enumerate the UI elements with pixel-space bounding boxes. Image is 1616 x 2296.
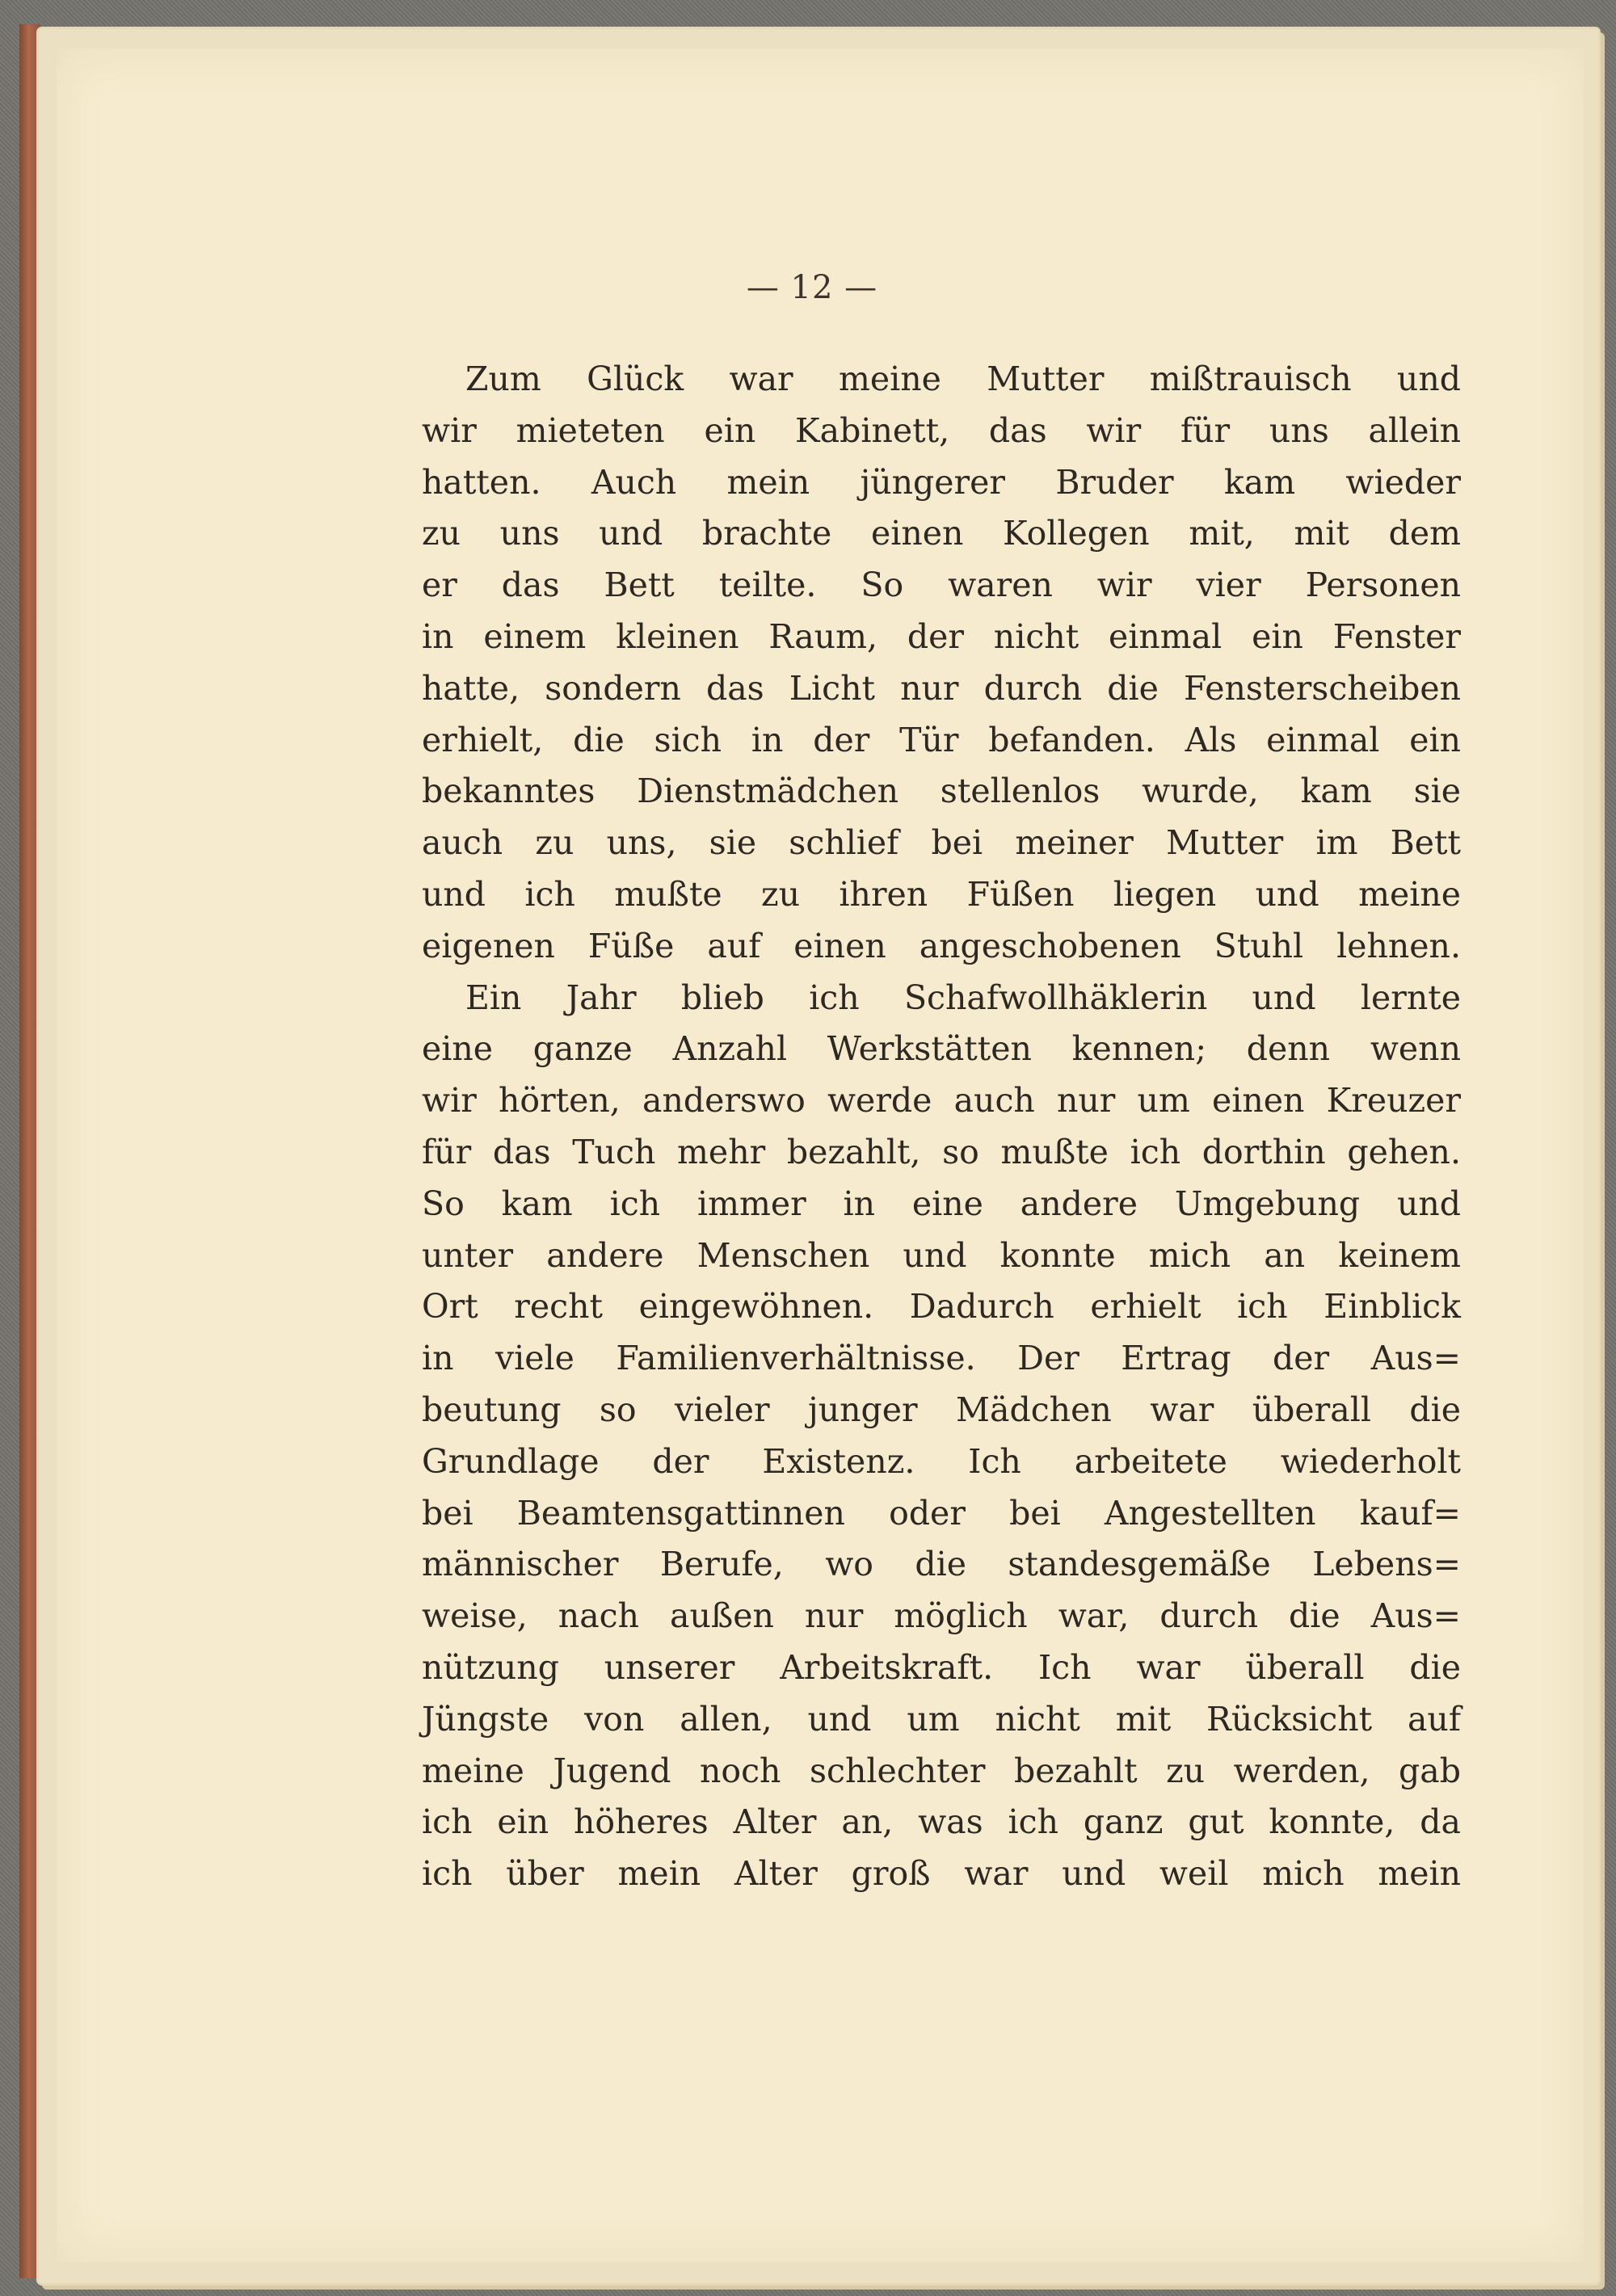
text-line: bei Beamtensgattinnen oder bei Angestellten kauf= <box>422 1493 1461 1533</box>
text-line: unter andere Menschen und konnte mich an keinem <box>422 1235 1461 1275</box>
text-line: ich ein höheres Alter an, was ich ganz gut konnte, da <box>422 1802 1461 1842</box>
text-line: erhielt, die sich in der Tür befanden. Als einmal ein <box>422 720 1461 759</box>
text-line: wir hörten, anderswo werde auch nur um einen Kreuzer <box>422 1081 1461 1121</box>
text-line: hatten. Auch mein jüngerer Bruder kam wieder <box>422 462 1461 502</box>
text-line: Ort recht eingewöhnen. Dadurch erhielt ich Einblick <box>422 1287 1461 1327</box>
text-line: Zum Glück war meine Mutter mißtrauisch und <box>465 360 1461 398</box>
text-line: beutung so vieler junger Mädchen war überall die <box>422 1390 1461 1429</box>
text-line: zu uns und brachte einen Kollegen mit, mit dem <box>422 514 1461 553</box>
text-line: in viele Familienverhältnisse. Der Ertrag der Aus= <box>422 1339 1461 1378</box>
page-number: — 12 — <box>746 269 878 306</box>
text-line: in einem kleinen Raum, der nicht einmal ein Fenster <box>422 616 1461 656</box>
body-text <box>422 354 1461 1900</box>
text-line: ich über mein Alter groß war und weil mich mein <box>422 1854 1461 1894</box>
text-line: hatte, sondern das Licht nur durch die Fensterscheiben <box>422 668 1461 708</box>
text-line: weise, nach außen nur möglich war, durch die Aus= <box>422 1596 1461 1636</box>
book-page <box>57 48 1584 2262</box>
text-line: bekanntes Dienstmädchen stellenlos wurde, kam sie <box>422 772 1461 811</box>
text-line: für das Tuch mehr bezahlt, so mußte ich dorthin gehen. <box>422 1132 1461 1171</box>
text-line: wir mieteten ein Kabinett, das wir für uns allein <box>422 410 1461 450</box>
text-line: Grundlage der Existenz. Ich arbeitete wiederholt <box>422 1441 1461 1481</box>
text-line: eine ganze Anzahl Werkstätten kennen; denn wenn <box>422 1029 1461 1069</box>
text-line: auch zu uns, sie schlief bei meiner Mutter im Bett <box>422 823 1461 863</box>
text-line: nützung unserer Arbeitskraft. Ich war überall die <box>422 1647 1461 1687</box>
text-line: eigenen Füße auf einen angeschobenen Stuhl lehnen. <box>422 926 1461 965</box>
text-line: meine Jugend noch schlechter bezahlt zu werden, gab <box>422 1751 1461 1790</box>
text-line: Jüngste von allen, und um nicht mit Rücksicht auf <box>422 1699 1461 1739</box>
text-line: Ein Jahr blieb ich Schafwollhäklerin und lernte <box>465 978 1461 1017</box>
text-line: und ich mußte zu ihren Füßen liegen und meine <box>422 874 1461 914</box>
text-line: männischer Berufe, wo die standesgemäße Lebens= <box>422 1545 1461 1584</box>
page-edge-spine <box>19 24 40 2278</box>
text-line: So kam ich immer in eine andere Umgebung und <box>422 1184 1461 1223</box>
text-line: er das Bett teilte. So waren wir vier Personen <box>422 566 1461 605</box>
